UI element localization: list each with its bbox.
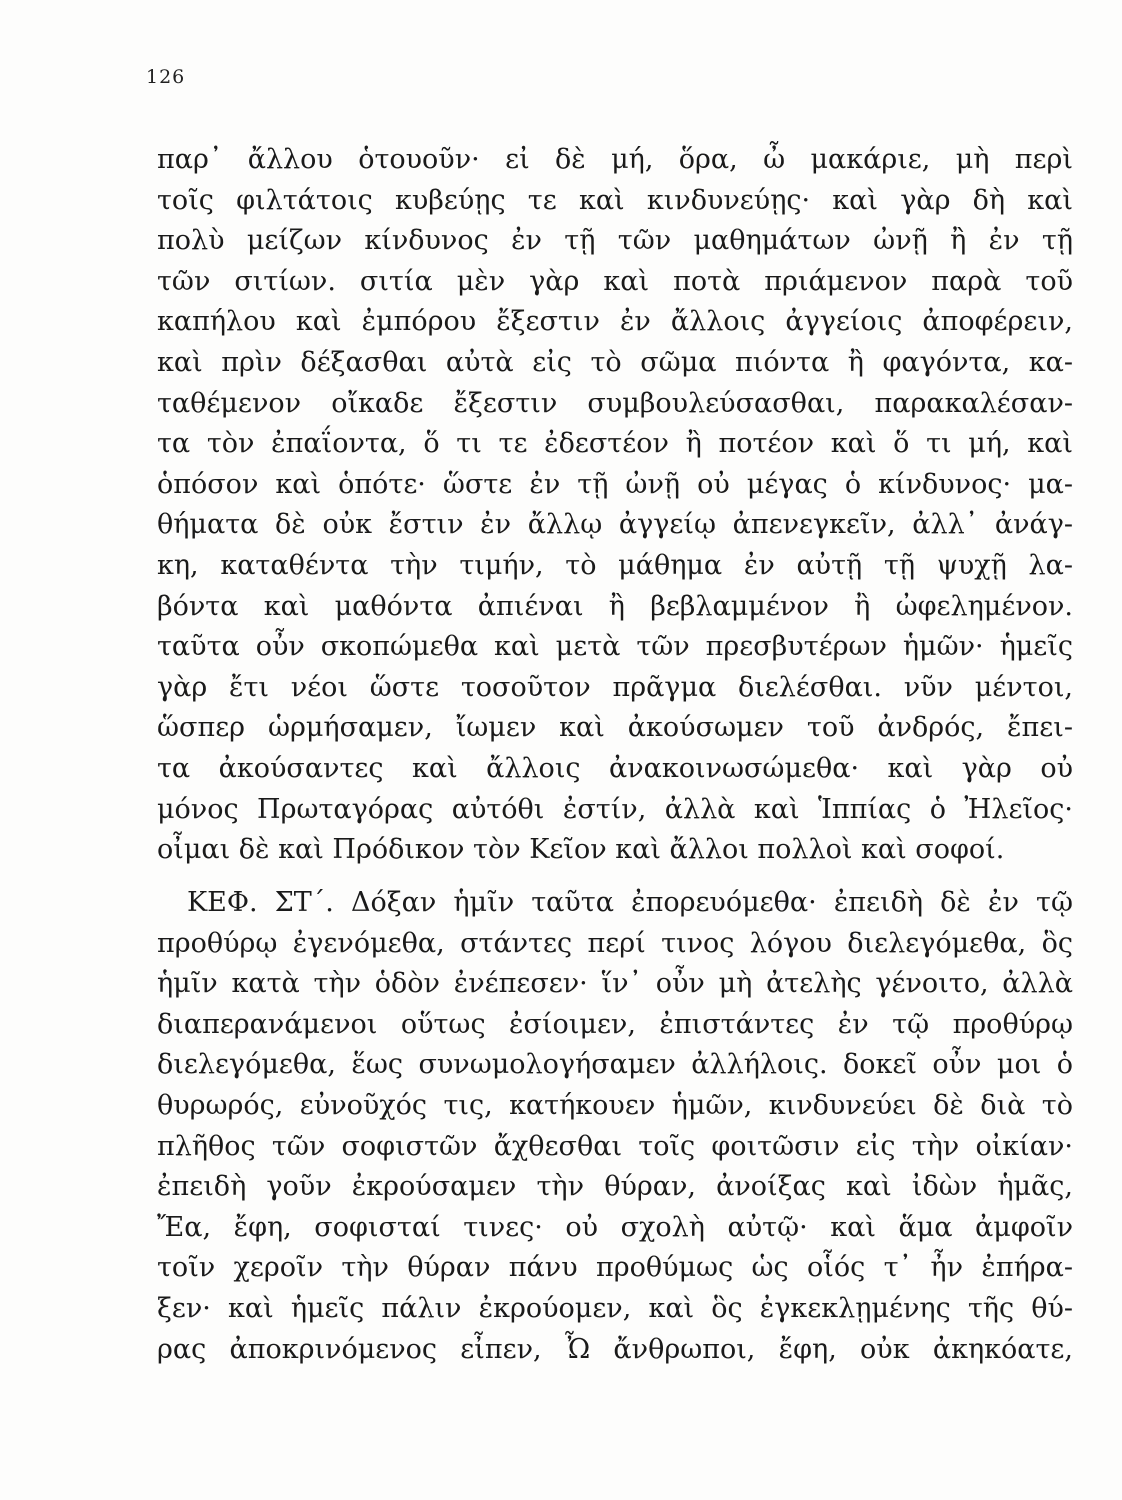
text-line: διελεγόμεθα, ἕως συνωμολογήσαμεν ἀλλήλοις. δοκεῖ οὖν μοι ὁ [157, 1049, 1073, 1081]
text-line: ρας ἀποκρινόμενος εἶπεν, Ὦ ἄνθρωποι, ἔφη, οὐκ ἀκηκόατε, [157, 1333, 1073, 1365]
text-line: κη, καταθέντα τὴν τιμήν, τὸ μάθημα ἐν αὐτῇ τῇ ψυχῇ λα- [157, 549, 1073, 581]
text-line: θήματα δὲ οὐκ ἔστιν ἐν ἄλλῳ ἀγγείῳ ἀπενεγκεῖν, ἀλλ᾽ ἀνάγ- [157, 509, 1073, 541]
text-line: πλῆθος τῶν σοφιστῶν ἄχθεσθαι τοῖς φοιτῶσιν εἰς τὴν οἰκίαν· [157, 1130, 1073, 1162]
text-line: ἐπειδὴ γοῦν ἐκρούσαμεν τὴν θύραν, ἀνοίξας καὶ ἰδὼν ἡμᾶς, [157, 1171, 1073, 1203]
text-line: τοῖν χεροῖν τὴν θύραν πάνυ προθύμως ὡς οἷός τ᾽ ἦν ἐπήρα- [157, 1252, 1073, 1284]
text-line: οἶμαι δὲ καὶ Πρόδικον τὸν Κεῖον καὶ ἄλλοι πολλοὶ καὶ σοφοί. [157, 834, 1005, 866]
text-line: διαπερανάμενοι οὕτως ἐσίοιμεν, ἐπιστάντες ἐν τῷ προθύρῳ [157, 1008, 1073, 1040]
text-line: γὰρ ἔτι νέοι ὥστε τοσοῦτον πρᾶγμα διελέσθαι. νῦν μέντοι, [157, 671, 1073, 703]
text-line: παρ᾽ ἄλλου ὁτουοῦν· εἰ δὲ μή, ὅρα, ὦ μακάριε, μὴ περὶ [157, 144, 1073, 175]
text-line: θυρωρός, εὐνοῦχός τις, κατήκουεν ἡμῶν, κινδυνεύει δὲ διὰ τὸ [157, 1089, 1073, 1121]
paragraph-2 [157, 883, 1073, 1370]
text-line: τῶν σιτίων. σιτία μὲν γὰρ καὶ ποτὰ πριάμενον παρὰ τοῦ [157, 265, 1073, 297]
chapter-heading-line: ΚΕΦ. ΣΤ΄. Δόξαν ἡμῖν ταῦτα ἐπορευόμεθα· ἐπειδὴ δὲ ἐν τῷ [187, 887, 1073, 918]
text-line: πολὺ μείζων κίνδυνος ἐν τῇ τῶν μαθημάτων ὠνῇ ἢ ἐν τῇ [157, 225, 1073, 257]
text-line: προθύρῳ ἐγενόμεθα, στάντες περί τινος λόγου διελεγόμεθα, ὃς [157, 927, 1073, 959]
text-line: μόνος Πρωταγόρας αὐτόθι ἐστίν, ἀλλὰ καὶ Ἱππίας ὁ Ἠλεῖος· [157, 793, 1073, 825]
text-line: τα ἀκούσαντες καὶ ἄλλοις ἀνακοινωσώμεθα· καὶ γὰρ οὐ [157, 752, 1073, 784]
text-line: τα τὸν ἐπαΐοντα, ὅ τι τε ἐδεστέον ἢ ποτέον καὶ ὅ τι μή, καὶ [157, 428, 1073, 460]
paragraph-1 [157, 140, 1073, 871]
text-line: ξεν· καὶ ἡμεῖς πάλιν ἐκρούομεν, καὶ ὃς ἐγκεκλῃμένης τῆς θύ- [157, 1292, 1073, 1324]
text-line: ταθέμενον οἴκαδε ἔξεστιν συμβουλεύσασθαι, παρακαλέσαν- [157, 387, 1073, 419]
text-line: καπήλου καὶ ἐμπόρου ἔξεστιν ἐν ἄλλοις ἀγγείοις ἀποφέρειν, [157, 306, 1073, 338]
text-line: Ἔα, ἔφη, σοφισταί τινες· οὐ σχολὴ αὐτῷ· καὶ ἅμα ἀμφοῖν [157, 1211, 1073, 1243]
text-line: τοῖς φιλτάτοις κυβεύῃς τε καὶ κινδυνεύῃς· καὶ γὰρ δὴ καὶ [157, 184, 1073, 216]
text-line: ταῦτα οὖν σκοπώμεθα καὶ μετὰ τῶν πρεσβυτέρων ἡμῶν· ἡμεῖς [157, 631, 1073, 663]
text-line: ἡμῖν κατὰ τὴν ὁδὸν ἐνέπεσεν· ἵν᾽ οὖν μὴ ἀτελὴς γένοιτο, ἀλλὰ [157, 968, 1073, 1000]
text-line: καὶ πρὶν δέξασθαι αὐτὰ εἰς τὸ σῶμα πιόντα ἢ φαγόντα, κα- [157, 346, 1073, 378]
text-line: ὥσπερ ὡρμήσαμεν, ἴωμεν καὶ ἀκούσωμεν τοῦ ἀνδρός, ἔπει- [157, 712, 1073, 744]
page-number: 126 [146, 66, 186, 88]
text-line: βόντα καὶ μαθόντα ἀπιέναι ἢ βεβλαμμένον ἢ ὠφελημένον. [157, 590, 1073, 622]
text-line: ὁπόσον καὶ ὁπότε· ὥστε ἐν τῇ ὠνῇ οὐ μέγας ὁ κίνδυνος· μα- [157, 468, 1073, 500]
